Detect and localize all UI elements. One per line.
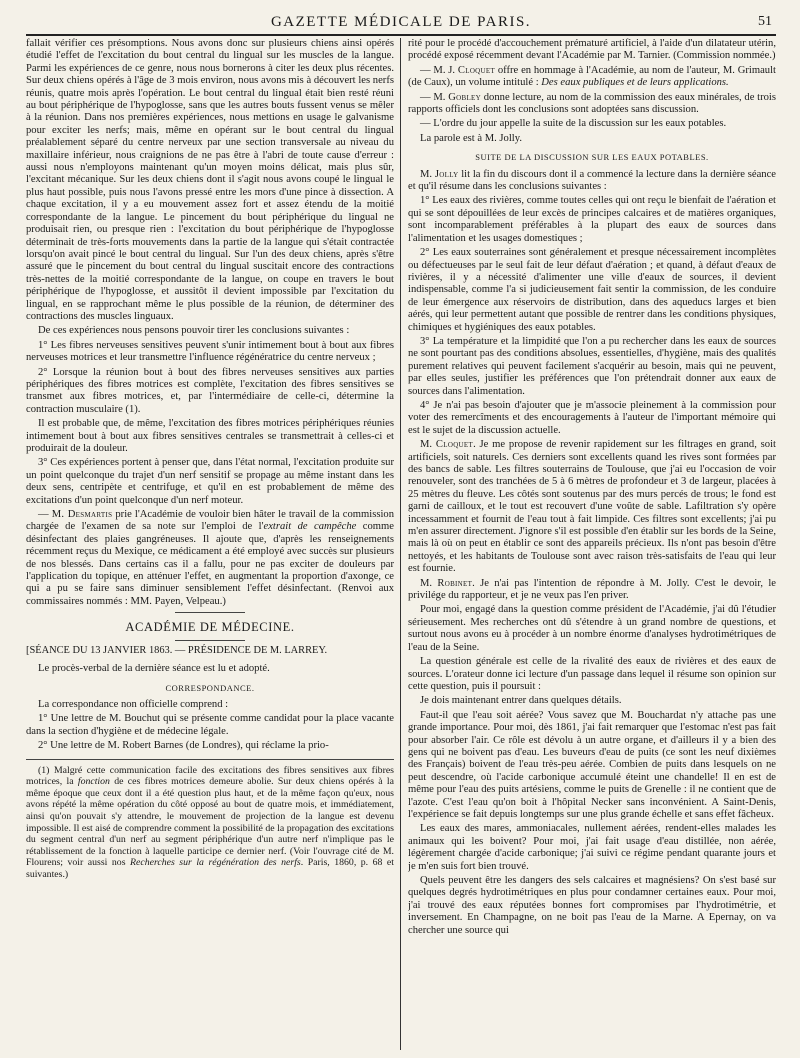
page-number: 51 <box>758 14 772 29</box>
text-run: . Paris, 1860, p. 68 et suivantes.) <box>26 857 394 880</box>
speaker-name: Gobley <box>448 91 481 103</box>
text-run: . Je me propose de revenir rapidement sur les filtrages en grand, soit artificiels, soit naturels. Ces derniers sont excellents quand les rives sont formées par des bancs de sable. Les filtres souterrains de Toulouse, que j'ai eu l'occasion de voir renouveler, sont des tranchées de 5 à 6 mètres de profondeur et 3 de largeur, placées à 25 mètres du fleuve. Les côtés sont soutenus par des murs percés de trous; le fond est garni de cailloux, et le tout est recouvert d'une voûte de sable. Lafiltration s'y opère incessamment et fournit de l'eau tout à fait limpide. Ces filtres sont excellents; j'ai pu m'en assurer directement. J'ignore s'il est possible d'en établir sur les bords de la Seine, mais là où on peut en établir ce sont des appareils précieux. Ils n'ont pas besoin d'être nettoyés, et les habitants de Toulouse sont avec raison très-satisfaits de l'eau qui leur est fournie. <box>408 439 776 575</box>
paragraph <box>408 169 776 194</box>
paragraph: — L'ordre du jour appelle la suite de la discussion sur les eaux potables. <box>420 118 727 130</box>
column-rule <box>400 38 401 1050</box>
text-run: donne lecture, au nom de la commission des eaux minérales, de trois rapports officiels dont les conclusions sont adoptées sans discussion. <box>408 91 776 116</box>
italic-text: extrait de campêche <box>263 521 357 533</box>
footnote-text <box>26 765 394 881</box>
page-header <box>26 12 776 36</box>
speaker-name: Cloquet <box>435 439 474 451</box>
paragraph <box>408 439 776 575</box>
text-run: M. <box>420 439 436 451</box>
paragraph: Quels peuvent être les dangers des sels calcaires et magnésiens? On s'est basé sur quelques degrés hydrotimétriques en plus pour condamner certaines eaux. Pour moi, j'ai trouvé des eaux réputées bonnes fort compromises par l'hydrotimétrie, et inversement. En Champagne, on ne boit pas l'eau de la Marne. A Epernay, on va chercher une source qui <box>408 875 776 936</box>
paragraph: De ces expériences nous pensons pouvoir tirer les conclusions suivantes : <box>38 325 350 337</box>
seance-line: [SÉANCE DU 13 JANVIER 1863. — PRÉSIDENCE DE M. LARREY. <box>26 644 328 656</box>
text-run: lit la fin du discours dont il a commencé la lecture dans la dernière séance et qu'il résume dans les conclusions suivantes : <box>408 168 776 193</box>
text-run: prie l'Académie de vouloir bien hâter le travail de la commission chargée de l'examen de sa note sur l'emploi de l' <box>26 509 394 533</box>
footnote <box>26 765 394 881</box>
paragraph: Je dois maintenant entrer dans quelques détails. <box>420 695 622 707</box>
speaker-name: M. Desmartis <box>51 509 113 521</box>
subsection-heading: SUITE DE LA DISCUSSION SUR LES EAUX POTABLES. <box>475 152 709 163</box>
paragraph: Le procès-verbal de la dernière séance est lu et adopté. <box>38 663 270 675</box>
speaker-name: Cloquet <box>457 64 496 76</box>
paragraph: rité pour le procédé d'accouchement prématuré artificiel, à l'aide d'un dilatateur utérin, procédé exposé récemment devant l'Académie par M. Tarnier. (Commission nommée.) <box>408 38 776 62</box>
speaker-name: Jolly <box>434 168 459 180</box>
paragraph: Faut-il que l'eau soit aérée? Vous savez que M. Bouchardat n'y attache pas une grande importance. Pour moi, dès 1861, j'ai fait remarquer que l'estomac n'est pas fait pour absorber l'air. Ce rôle est dévolu à un autre organe, et d'ailleurs il y a bien des gens qui ne boivent pas d'eau. Les buveurs d'eau de puits (ce sont les neuf dixièmes des Français) boivent de l'eau très-peu aérée. Combien de puits dans lesquels on ne peut descendre, où l'acide carbonique accumulé éteint une chandelle! Il en est de même pour l'eau des puits artésiens, comme le puits de Grenelle : il ne contient que de l'azote. C'est l'eau qu'on boit à l'hôpital Necker sans inconvénient. A Saint-Denis, l'expérience se fait depuis longtemps sur une plus grande échelle et sans effet fâcheux. <box>408 709 776 820</box>
footnote-rule <box>26 759 394 760</box>
divider <box>175 612 245 613</box>
conclusion-2: 2° Lorsque la réunion bout à bout des fibres nerveuses sensitives aux parties périphériques des fibres motrices est complète, l'excitation des fibres sensitives se transmet aux fibres motrices, et, par l'intermédiaire de celle-ci, détermine la contraction musculaire (1). <box>26 366 394 415</box>
conclusion-2: 2° Les eaux souterraines sont généralement et presque nécessairement incomplètes ou défectueuses par le seul fait de leur défaut d'aération ; et quand, à défaut d'eaux de rivières, il y a nécessité d'alimenter une ville d'eaux de sources, il devient indispensable, comme l'a si judicieusement fait sentir la commission, de les conduire de leur émergence aux réservoirs de distribution, dans des aqueducs larges et bien aérés, qui leur permettent autant que possible de rentrer dans les conditions physiques, chimiques et hygiéniques des eaux potables. <box>408 247 776 333</box>
paragraph: 2° Une lettre de M. Robert Barnes (de Londres), qui réclame la prio- <box>38 740 329 752</box>
text-run: M. <box>420 577 438 589</box>
text-run: (1) Malgré cette communication facile des excitations des fibres sensitives aux fibres motrices, la <box>26 764 394 788</box>
speaker-name: Robinet <box>437 577 473 589</box>
paragraph <box>408 578 776 603</box>
text-run: comme désinfectant des plaies gangréneuses. Il ajoute que, d'après les renseignements récemment reçus du Mexique, ce médicament a été employé avec succès sur plusieurs de nos blessés. Dans certains cas il a fallu, pour ne pas exciter de douleurs par l'application du topique, en atténuer l'effet, en augmentant la proportion d'axonge, ce qui a pu se faire sans diminuer sensiblement l'effet désinfectant. (Renvoi aux commissaires nommés : MM. Payen, Velpeau.) <box>26 521 394 607</box>
paragraph: Les eaux des mares, ammoniacales, nullement aérées, rendent-elles malades les animaux qui les boivent? Pour moi, j'ai fait usage d'eau distillée, non aérée, légèrement chargée d'acide carbonique; j'ai suivi ce régime pendant quarante jours et je m'en suis fort bien trouvé. <box>408 823 776 872</box>
paragraph: Pour moi, engagé dans la question comme président de l'Académie, j'ai dû l'étudier sérieusement. Mes recherches ont dû s'étendre à un grand nombre de questions, et surtout nous avons eu à procéder à un nombre énorme d'analyses hydrotimétriques de l'eau de la Seine. <box>408 604 776 653</box>
conclusion-3: 3° Ces expériences portent à penser que, dans l'état normal, l'excitation produite sur un point quelconque du trajet d'un nerf sensitif se propage au même instant dans les deux sens, centripète et centrifuge, et qu'il en est probablement de même des excitations d'un point quelconque d'un nerf moteur. <box>26 457 394 506</box>
italic-text: fonction <box>77 776 110 788</box>
paragraph: Il est probable que, de même, l'excitation des fibres motrices périphériques réunies intimement bout à bout aux fibres sensitives centrales se transmettrait à celles-ci et produirait de la douleur. <box>26 418 394 454</box>
italic-text: Des eaux publiques et de leurs applications. <box>541 77 729 89</box>
right-column <box>408 38 776 1050</box>
conclusion-1: 1° Les eaux des rivières, comme toutes celles qui ont reçu le bienfait de l'aération et qui se sont dépouillées de leur excès de principes calcaires et de matières organiques, sont incomparablement préférables à la plupart des eaux de sources dans l'alimentation et les usages domestiques ; <box>408 195 776 244</box>
paragraph: 1° Une lettre de M. Bouchut qui se présente comme candidat pour la place vacante dans la section d'hygiène et de médecine légale. <box>26 713 394 737</box>
paragraph: La question générale est celle de la rivalité des eaux de rivières et des eaux de sources. L'orateur donne ici lecture d'un passage dans lequel il résume son opinion sur cette question, puis il poursuit : <box>408 656 776 692</box>
text-run: offre en hommage à l'Académie, au nom de l'auteur, M. Grimault (de Caux), un volume intitulé : <box>408 64 776 89</box>
text-run: de ces fibres motrices demeure abolie. Sur deux chiens opérés à la même époque que ceux dont il a été question plus haut, et de la même façon qu'eux, nous avons répété la même opération du côté opposé au bout de quatre mois, et immédiatement, ainsi qu'on pouvait s'y attendre, le mouvement de projection de la langue est devenu impossible. Il est aisé de comprendre comment la possibilité de la propagation des excitations du segment central d'un nerf au segment périphérique d'un autre nerf n'implique pas le rétablissement de la fonction à laquelle participe ce dernier nerf. (Voir l'ouvrage cité de M. Flourens; voir aussi nos <box>26 776 394 869</box>
paragraph: La parole est à M. Jolly. <box>420 132 522 144</box>
text-run: . Je n'ai pas l'intention de répondre à M. Jolly. C'est le devoir, le privilége du rapporteur, et je ne veux pas l'en priver. <box>408 577 776 602</box>
text-run: M. <box>420 168 435 180</box>
dash: — <box>38 509 52 521</box>
subsection-heading: CORRESPONDANCE. <box>165 682 255 693</box>
columns <box>26 38 776 1050</box>
italic-text: Recherches sur la régénération des nerfs <box>130 857 301 869</box>
paragraph <box>408 92 776 117</box>
conclusion-1: 1° Les fibres nerveuses sensitives peuvent s'unir intimement bout à bout aux fibres nerveuses motrices et leur transmettre l'influence régénératrice du centre nerveux ; <box>26 339 394 364</box>
left-column <box>26 38 394 1050</box>
newspaper-page <box>26 12 776 1052</box>
paragraph <box>408 65 776 90</box>
journal-title: GAZETTE MÉDICALE DE PARIS. <box>270 14 532 30</box>
conclusion-3: 3° La température et la limpidité que l'on a pu rechercher dans les eaux de sources ne sont pourtant pas des conditions absolues, essentielles, d'hygiène, mais des qualités purement relatives qui peuvent facilement s'acquérir au besoin, mais qui ne peuvent, par elles seules, justifier les préférences que l'on prétendrait donner aux eaux de sources dans l'alimentation. <box>408 335 776 397</box>
divider <box>175 640 245 641</box>
paragraph: fallait vérifier ces présomptions. Nous avons donc sur plusieurs chiens ainsi opérés étudié l'effet de l'excitation du bout central du lingual sur les muscles de la langue. Parmi les expériences de ce genre, nous nous bornerons à citer les deux plus récentes. Sur deux chiens opérés à l'âge de 3 mois environ, nous avons mis à découvert les nerfs réunis, quatre mois après l'opération. Le bout central du lingual était bien resté réuni au bout périphérique de l'hypoglosse, sans que les autres bouts fussent venus se mêler à la réunion. Dans nos premières expériences, nous mettions en usage le galvanisme pour exciter les nerfs; mais, même en opérant sur le bout central du lingual préalablement séparé du centre nerveux par une section transversale au niveau du maxillaire inférieur, nous craignions de ne pas être à l'abri de toute cause d'erreur : aussi nous n'employons maintenant qu'un moyen moins délicat, mais plus sûr, l'excitant mécanique. Sur les deux chiens dont il s'agit nous avons coupé le lingual le plus haut possible, puis nous l'avons pressé entre les mors d'une pince à dissection. A chaque excitation, il y a eu mouvement assez fort et assez étendu de la moitié correspondante de la langue. Le pincement du bout périphérique du lingual ne produisait rien, ou presque rien : l'excitation du bout périphérique de l'hypoglosse déterminait de très-forts mouvements dans la partie de la langue qui s'était contractée lorsqu'on avait pincé le bout central du lingual. Sur l'un des deux chiens, après s'être assuré que le pincement du bout central du lingual suscitait encore des contractions très-nettes de la moitié correspondante de la langue, on coupe en travers le bout périphérique de l'hypoglosse, et aussitôt il devient impossible par l'excitation du lingual, en se rapprochant même le plus possible de la réunion, de déterminer des contractions des muscles linguaux. <box>26 38 394 322</box>
conclusion-4: 4° Je n'ai pas besoin d'ajouter que je m'associe pleinement à la commission pour voter des remercîments et des encouragements à l'auteur de l'important mémoire qui est le sujet de la discussion actuelle. <box>408 399 776 436</box>
paragraph: La correspondance non officielle comprend : <box>38 698 229 710</box>
text-run: — M. J. <box>420 64 458 76</box>
desmartis-paragraph <box>26 509 394 608</box>
text-run: — M. <box>420 91 449 103</box>
section-title: ACADÉMIE DE MÉDECINE. <box>125 620 295 635</box>
